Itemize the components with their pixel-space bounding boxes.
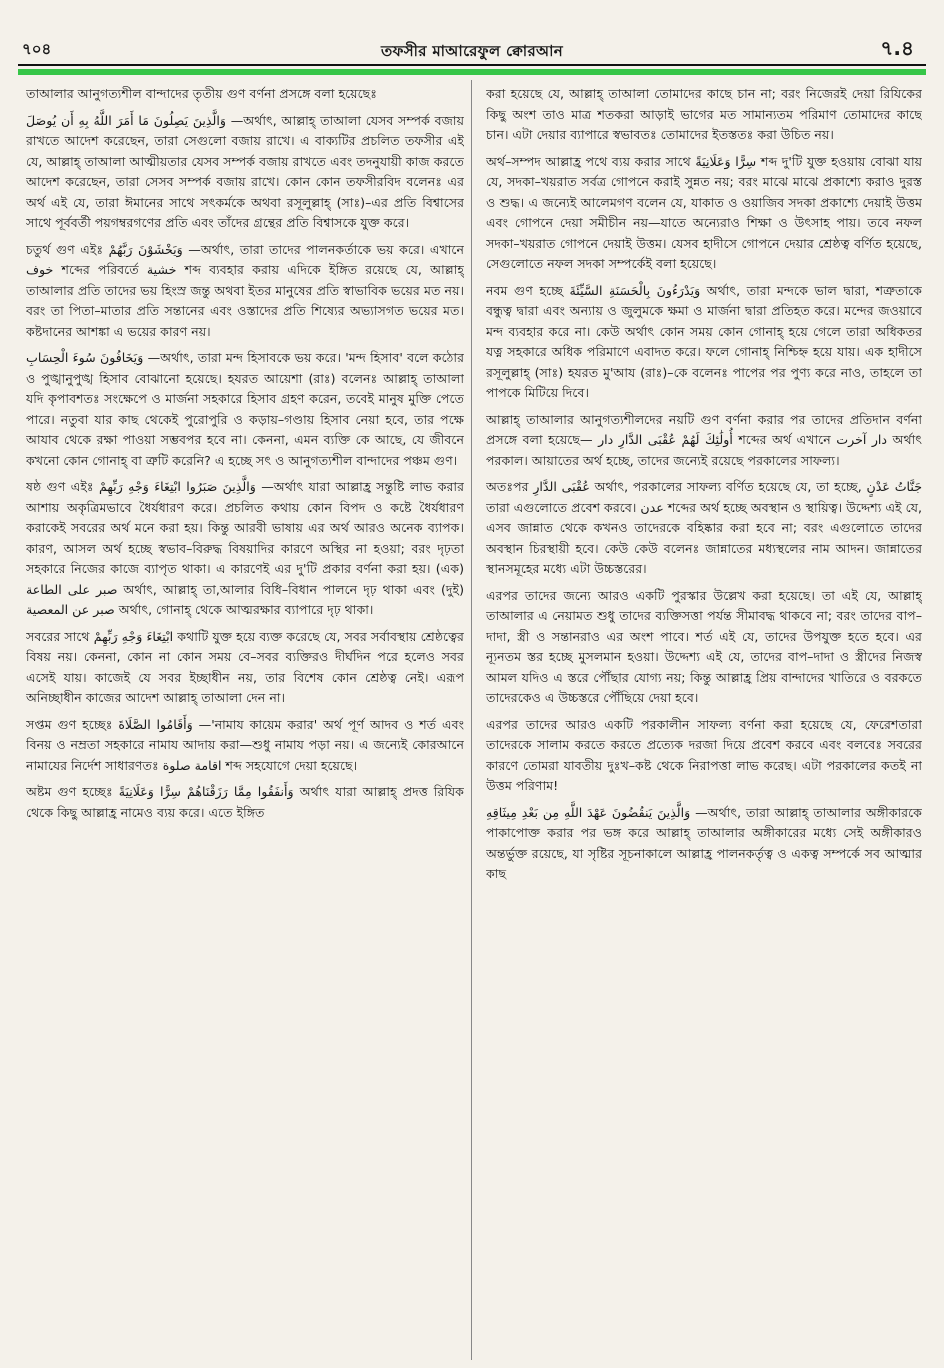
paragraph: অর্থ–সম্পদ আল্লাহ্র পথে ব্যয় করার সাথে سِرًّا وَعَلَانِيَةً শব্দ দু'টি যুক্ত হওয়ায় বোঝা যায় যে, সদকা–খয়রাত সর্বত্র গোপনে করাই সুন্নত নয়; বরং মাঝে মাঝে প্রকাশ্যে করাও দুরস্ত ও শুদ্ধ। এ জন্যেই আলেমগণ বলেন যে, যাকাত ও ওয়াজিব সদকা প্রকাশ্যে দেয়াই উত্তম এবং গোপনে দেয়া সমীচীন নয়—যাতে অন্যেরাও শিক্ষা ও উৎসাহ পায়। তবে নফল সদকা–খয়রাত গোপনে দেয়াই উত্তম। যেসব হাদীসে গোপনে দেয়ার শ্রেষ্ঠত্ব বর্ণিত হয়েছে, সেগুলোতে নফল সদকা সম্পর্কেই বলা হয়েছে। (486, 153, 922, 271)
paragraph: এরপর তাদের আরও একটি পরকালীন সাফল্য বর্ণনা করা হয়েছে যে, ফেরেশতারা তাদেরকে সালাম করতে করতে প্রত্যেক দরজা দিয়ে প্রবেশ করবে এবং বলবেঃ সবরের কারণে তোমরা যাবতীয় দুঃখ–কষ্ট থেকে নিরাপত্তা লাভ করেছ। এটা পরকালের কতই না উত্তম পরিণাম! (486, 716, 922, 793)
paragraph: চতুর্থ গুণ এইঃ وَيَخْشَوْنَ رَبَّهُمْ —অর্থাৎ, তারা তাদের পালনকর্তাকে ভয় করে। এখানে خوف শব্দের পরিবর্তে خشية শব্দ ব্যবহার করায় এদিকে ইঙ্গিত রয়েছে যে, আল্লাহ্ তাআলার প্রতি তাদের ভয় হিংস্র জন্তু অথবা ইতর মানুষের প্রতি স্বাভাবিক ভয়ের মত নয়। বরং তা পিতা–মাতার প্রতি সন্তানের এবং ওস্তাদের প্রতি শিষ্যের অভ্যাসগত ভয়ের মত। কষ্টদানের আশঙ্কা এ ভয়ের কারণ নয়। (26, 241, 464, 339)
header-rule (18, 64, 926, 66)
paragraph: এরপর তাদের জন্যে আরও একটি পুরস্কার উল্লেখ করা হয়েছে। তা এই যে, আল্লাহ্ তাআলার এ নেয়ামত শুধু তাদের ব্যক্তিসত্তা পর্যন্ত সীমাবদ্ধ থাকবে না; বরং তাদের বাপ–দাদা, স্ত্রী ও সন্তানরাও এর অংশ পাবে। শর্ত এই যে, তাদের উপযুক্ত হতে হবে। এর ন্যূনতম স্তর হচ্ছে মুসলমান হওয়া। উদ্দেশ্য এই যে, তাদের বাপ–দাদা ও স্ত্রীদের নিজস্ব আমল যদিও এ স্তরে পৌঁছার যোগ্য নয়; কিন্তু আল্লাহ্র প্রিয় বান্দাদের খাতিরে ও বরকতে তাদেরকেও এ উচ্চস্তরে পৌঁছিয়ে দেয়া হবে। (486, 587, 922, 705)
page-number-arabic: ৭.৪ (880, 36, 914, 60)
header-green-band (18, 69, 926, 75)
paragraph: সবরের সাথে ابْتِغَاءَ وَجْهِ رَبِّهِمْ কথাটি যুক্ত হয়ে ব্যক্ত করেছে যে, সবর সর্বাবস্থায় শ্রেষ্ঠত্বের বিষয় নয়। কেননা, কোন না কোন সময় বে–সবর ব্যক্তিরও দীর্ঘদিন পরে হলেও সবর এসেই যায়। কাজেই যে সবর ইচ্ছাধীন নয়, তার বিশেষ কোন শ্রেষ্ঠত্ব নেই। এরূপ অনিচ্ছাধীন কাজের আদেশ আল্লাহ্ তাআলা দেন না। (26, 628, 464, 705)
paragraph: অষ্টম গুণ হচ্ছেঃ وَأَنفَقُوا مِمَّا رَزَقْنَاهُمْ سِرًّا وَعَلَانِيَةً অর্থাৎ যারা আল্লাহ্ প্রদত্ত রিযিক থেকে কিছু আল্লাহ্র নামেও ব্যয় করে। এতে ইঙ্গিত (26, 784, 464, 820)
paragraph: وَالَّذِينَ يَصِلُونَ مَا أَمَرَ اللَّهُ بِهِ أَن يُوصَلَ —অর্থাৎ, আল্লাহ্ তাআলা যেসব সম্পর্ক বজায় রাখতে আদেশ করেছেন, তারা সেগুলো বজায় রাখে। এ বাক্যটির প্রচলিত তফসীর এই যে, আল্লাহ্ তাআলা আত্মীয়তার যেসব সম্পর্ক বজায় রাখতে এবং তদনুযায়ী কাজ করতে আদেশ করেছেন, তারা সেসব সম্পর্ক বজায় রাখে। কোন কোন তফসীরবিদ বলেনঃ এর অর্থ এই যে, তারা ঈমানের সাথে সৎকর্মকে অথবা রসূলুল্লাহ্ (সাঃ)–এর প্রতি বিশ্বাসের সাথে পূর্ববর্তী পয়গম্বরগণের প্রতি এবং তাঁদের গ্রন্থের প্রতি বিশ্বাসকে যুক্ত করে। (26, 112, 464, 230)
page-header (0, 0, 944, 70)
paragraph: তাআলার আনুগত্যশীল বান্দাদের তৃতীয় গুণ বর্ণনা প্রসঙ্গে বলা হয়েছেঃ (26, 86, 377, 101)
running-title: তফসীর মাআরেফুল ক্বোরআন (380, 42, 564, 60)
paragraph: وَالَّذِينَ يَنقُضُونَ عَهْدَ اللَّهِ مِن بَعْدِ مِيثَاقِهِ —অর্থাৎ, তারা আল্লাহ্ তাআলার অঙ্গীকারকে পাকাপোক্ত করার পর ভঙ্গ করে আল্লাহ্ তাআলার অঙ্গীকারের মধ্যে সেই অঙ্গীকারও অন্তর্ভুক্ত রয়েছে, যা সৃষ্টির সূচনাকালে আল্লাহ্র পালনকর্তৃত্ব ও একত্ব সম্পর্কে সব আত্মার কাছ (486, 804, 922, 881)
paragraph: وَيَخَافُونَ سُوءَ الْحِسَابِ —অর্থাৎ, তারা মন্দ হিসাবকে ভয় করে। 'মন্দ হিসাব' বলে কঠোর ও পুঙ্খানুপুঙ্খ হিসাব বোঝানো হয়েছে। হযরত আয়েশা (রাঃ) বলেনঃ আল্লাহ্ তাআলা যদি কৃপাবশতঃ সংক্ষেপে ও মার্জনা সহকারে হিসাব গ্রহণ করেন, তবেই মানুষ মুক্তি পেতে পারে। নতুবা যার কাছ থেকেই পুরোপুরি ও কড়ায়–গণ্ডায় হিসাব নেয়া হবে, তার পক্ষে আযাব থেকে রক্ষা পাওয়া সম্ভবপর হবে না। কেননা, এমন ব্যক্তি কে আছে, যে জীবনে কখনো কোন গোনাহ্ বা ত্রুটি করেনি? এ হচ্ছে সৎ ও আনুগত্যশীল বান্দাদের পঞ্চম গুণ। (26, 350, 464, 468)
column-divider (471, 80, 472, 1360)
paragraph: নবম গুণ হচ্ছে وَيَدْرَءُونَ بِالْحَسَنَةِ السَّيِّئَةَ অর্থাৎ, তারা মন্দকে ভাল দ্বারা, শত্রুতাকে বন্ধুত্ব দ্বারা এবং অন্যায় ও জুলুমকে ক্ষমা ও মার্জনা দ্বারা প্রতিহত করে। মন্দের জওয়াবে মন্দ ব্যবহার করে না। কেউ অর্থাৎ কোন সময় কোন গোনাহ্ হয়ে গেলে তারা অধিকতর যত্ন সহকারে অধিক পরিমাণে এবাদত করে। ফলে গোনাহ্ নিশ্চিহ্ন হয়ে যায়। এক হাদীসে রসূলুল্লাহ্ (সাঃ) হযরত মু'আয (রাঃ)–কে বলেনঃ পাপের পর পুণ্য করে নাও, তাহলে তা পাপকে মিটিয়ে দিবে। (486, 282, 922, 400)
paragraph: অতঃপর عُقْبَى الدَّارِ অর্থাৎ, পরকালের সাফল্য বর্ণিত হয়েছে যে, তা হচ্ছে, جَنَّاتُ عَدْنٍ তারা এগুলোতে প্রবেশ করবে। عدن শব্দের অর্থ হচ্ছে অবস্থান ও স্থায়িত্ব। উদ্দেশ্য এই যে, এসব জান্নাত থেকে কখনও তাদেরকে বহিষ্কার করা হবে না; বরং এগুলোতে তাদের অবস্থান চিরস্থায়ী হবে। কেউ কেউ বলেনঃ জান্নাতের মধ্যস্থলের নাম আদন। জান্নাতের স্থানসমূহের মধ্যে এটা উচ্চস্তরের। (486, 479, 922, 576)
left-column (26, 84, 464, 1356)
paragraph: করা হয়েছে যে, আল্লাহ্ তাআলা তোমাদের কাছে চান না; বরং নিজেরই দেয়া রিযিকের কিছু অংশ তাও মাত্র শতকরা আড়াই ভাগের মত সামান্যতম পরিমাণ তোমাদের কাছে চান। এটা দেয়ার ব্যাপারে স্বভাবতঃ তোমাদের ইতস্ততঃ করা উচিত নয়। (486, 86, 922, 142)
page-number-bengali: ৭০৪ (22, 40, 52, 58)
paragraph: আল্লাহ্ তাআলার আনুগত্যশীলদের নয়টি গুণ বর্ণনা করার পর তাদের প্রতিদান বর্ণনা প্রসঙ্গে বলা হয়েছে— أُولَٰئِكَ لَهُمْ عُقْبَى الدَّارِ دار শব্দের অর্থ এখানে دار آخرت অর্থাৎ পরকাল। আয়াতের অর্থ হচ্ছে, তাদের জন্যেই রয়েছে পরকালের সাফল্য। (486, 411, 922, 468)
paragraph: সপ্তম গুণ হচ্ছেঃ وَأَقَامُوا الصَّلَاةَ —'নামায কায়েম করার' অর্থ পূর্ণ আদব ও শর্ত এবং বিনয় ও নম্রতা সহকারে নামায আদায় করা—শুধু নামায পড়া নয়। এ জন্যেই কোরআনে নামাযের নির্দেশ সাধারণতঃ اقامة صلوة শব্দ সহযোগে দেয়া হয়েছে। (26, 716, 464, 773)
paragraph: ষষ্ঠ গুণ এইঃ وَالَّذِينَ صَبَرُوا ابْتِغَاءَ وَجْهِ رَبِّهِمْ —অর্থাৎ যারা আল্লাহ্র সন্তুষ্টি লাভ করার আশায় অকৃত্রিমভাবে ধৈর্যধারণ করে। প্রচলিত কথায় কোন বিপদ ও কষ্টে ধৈর্যধারণ করাকেই সবরের অর্থ মনে করা হয়। কিন্তু আরবী ভাষায় এর অর্থ আরও অনেক ব্যাপক। কারণ, আসল অর্থ হচ্ছে স্বভাব–বিরুদ্ধ বিষয়াদির কারণে অস্থির না হওয়া; বরং দৃঢ়তা সহকারে নিজের কাজে ব্যাপৃত থাকা। এ কারণেই এর দু'টি প্রকার বর্ণনা করা হয়। (এক) صبر على الطاعة অর্থাৎ, আল্লাহ্ তা,আলার বিধি–বিধান পালনে দৃঢ় থাকা এবং (দুই) صبر عن المعصية অর্থাৎ, গোনাহ্ থেকে আত্মরক্ষার ব্যাপারে দৃঢ় থাকা। (26, 479, 464, 617)
right-column (486, 84, 922, 1356)
